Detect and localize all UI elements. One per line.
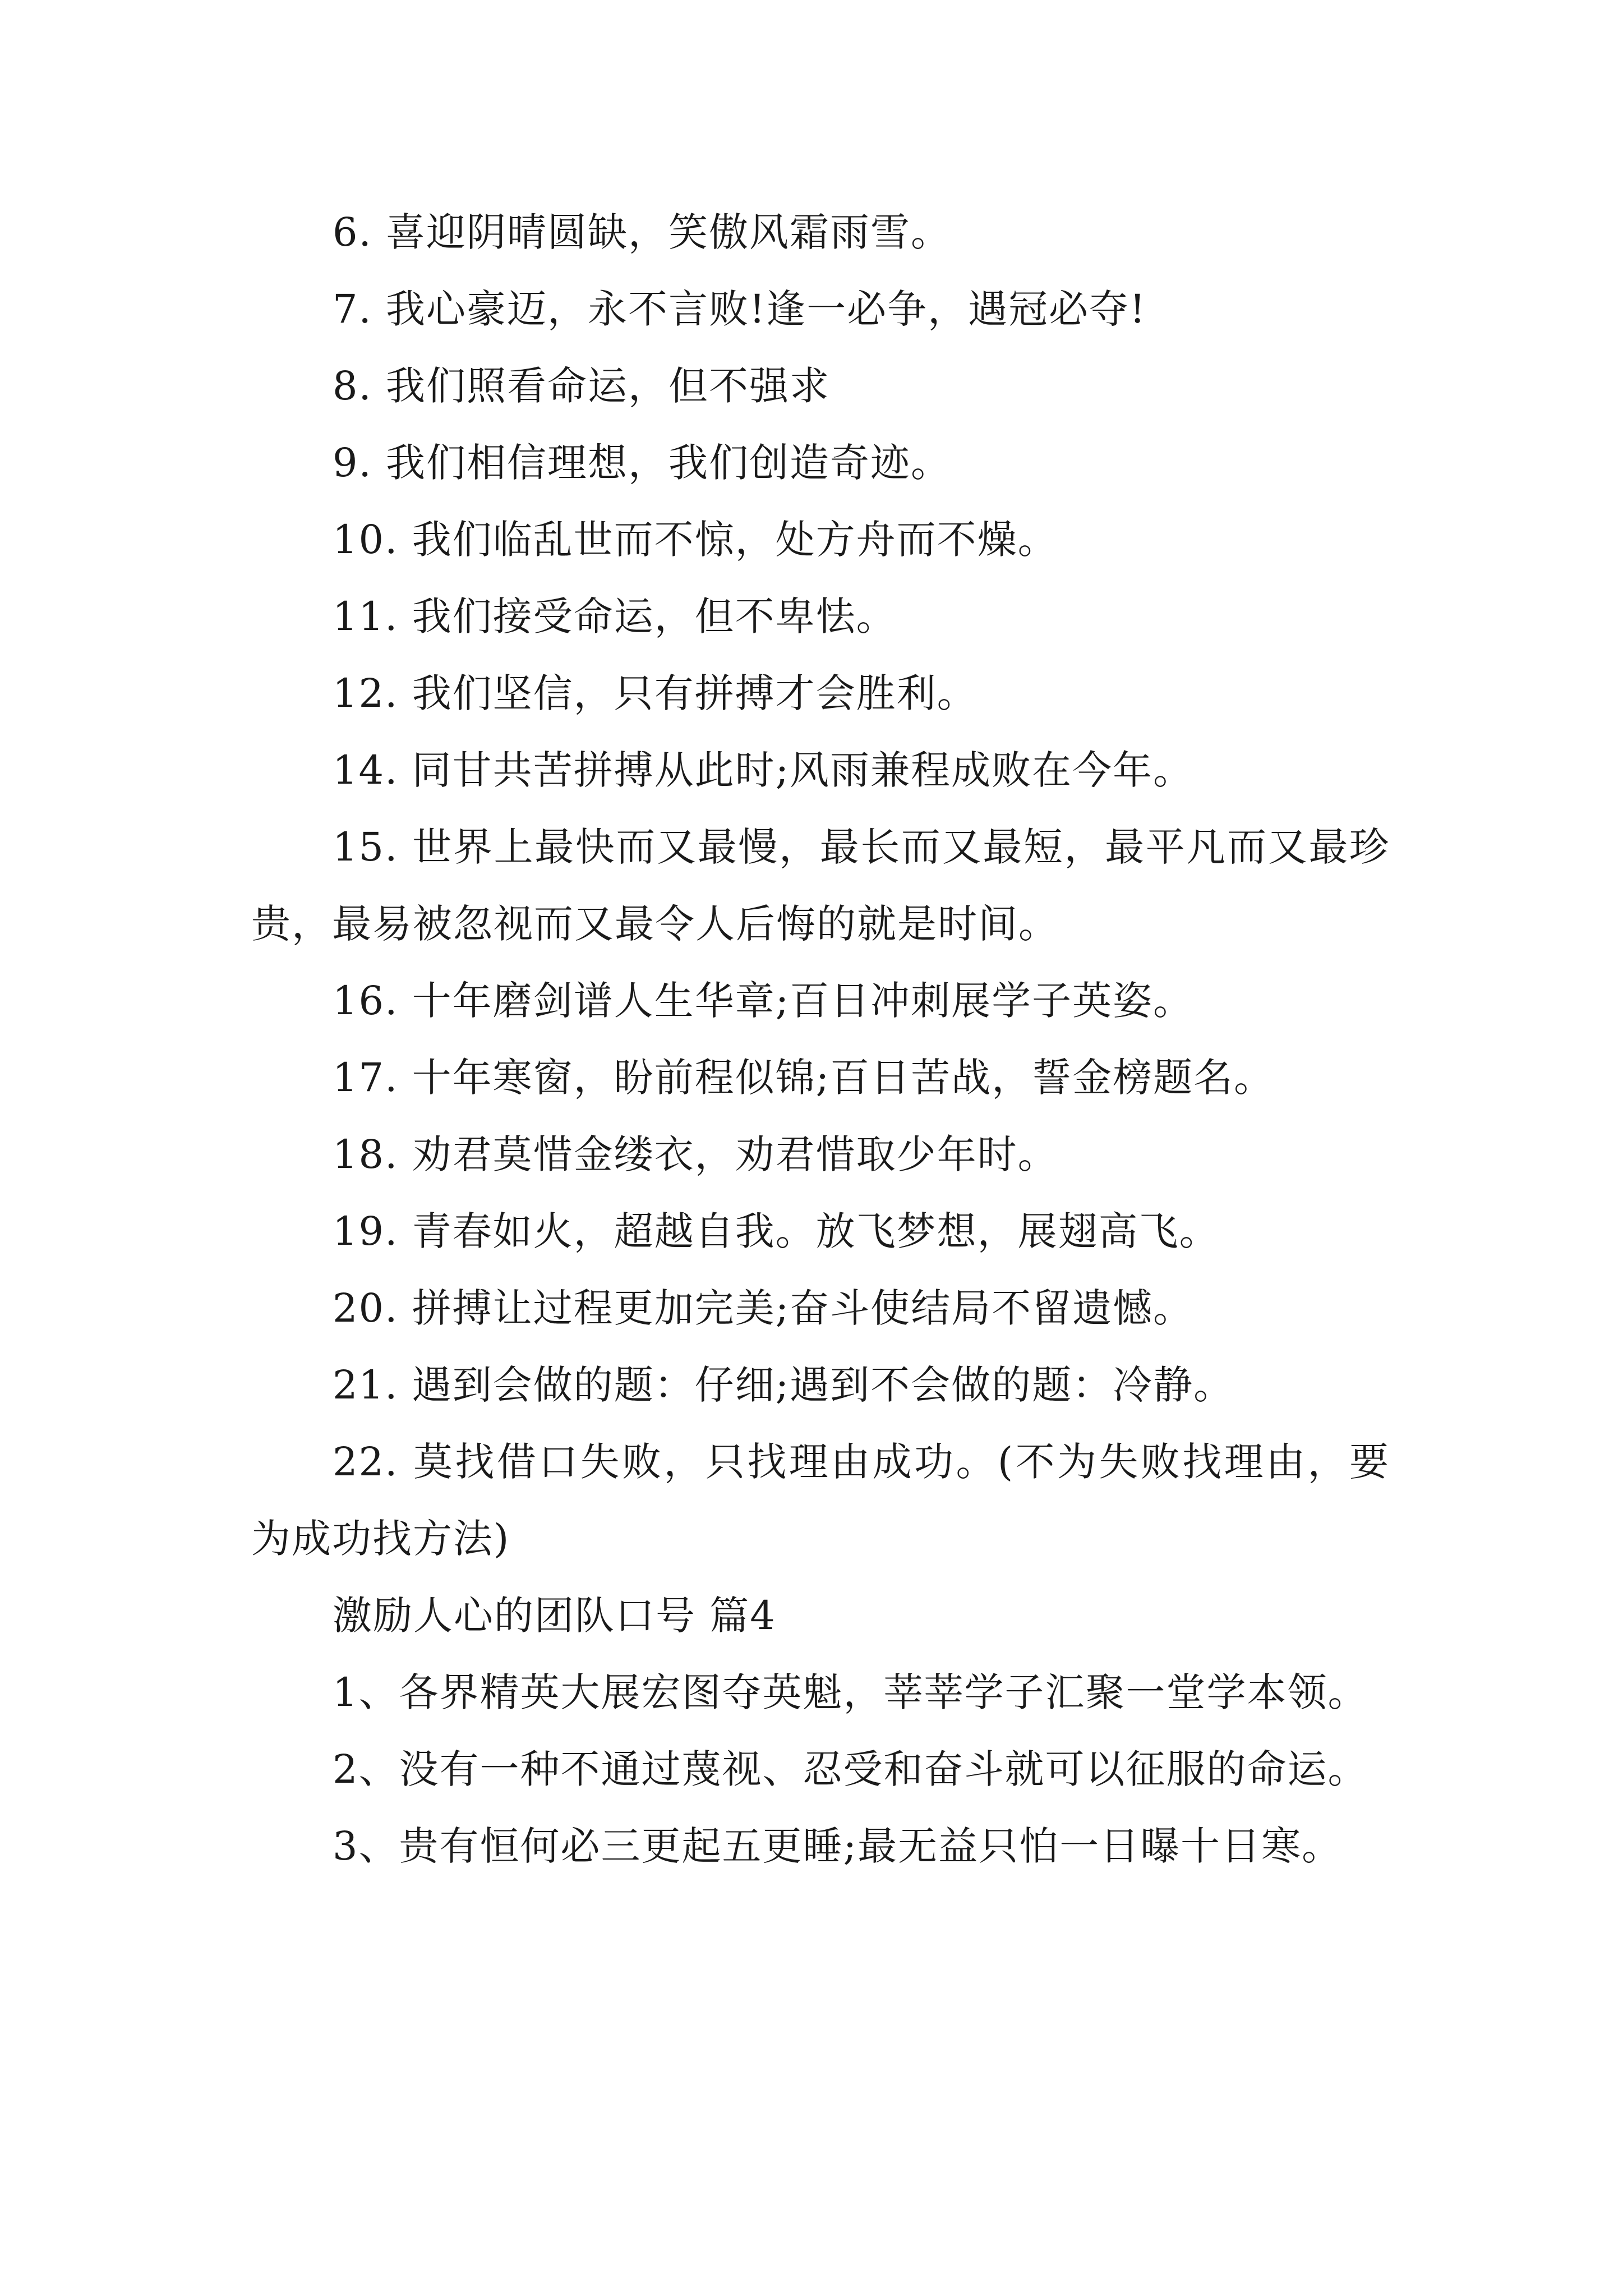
- list-item: 8. 我们照看命运，但不强求: [333, 363, 831, 409]
- document-body: [251, 194, 1390, 1885]
- list-item: 7. 我心豪迈，永不言败!逢一必争，遇冠必夺!: [333, 286, 1147, 332]
- list-item: 11. 我们接受命运，但不卑怯。: [333, 593, 897, 639]
- list-item: 20. 拼搏让过程更加完美;奋斗使结局不留遗憾。: [333, 1285, 1194, 1331]
- list-item: 21. 遇到会做的题：仔细;遇到不会做的题：冷静。: [333, 1362, 1234, 1408]
- list-item: 10. 我们临乱世而不惊，处方舟而不燥。: [333, 517, 1058, 563]
- list-item: 12. 我们坚信，只有拼搏才会胜利。: [333, 670, 978, 716]
- list-item: 3、贵有恒何必三更起五更睡;最无益只怕一日曝十日寒。: [333, 1823, 1343, 1869]
- list-item: 2、没有一种不通过蔑视、忍受和奋斗就可以征服的命运。: [333, 1746, 1368, 1792]
- list-item: 6. 喜迎阴晴圆缺，笑傲风霜雨雪。: [333, 209, 952, 255]
- list-item: 9. 我们相信理想，我们创造奇迹。: [333, 440, 952, 486]
- list-item: 1、各界精英大展宏图夺英魁，莘莘学子汇聚一堂学本领。: [333, 1669, 1368, 1715]
- list-item: 16. 十年磨剑谱人生华章;百日冲刺展学子英姿。: [333, 978, 1194, 1024]
- section-heading: 激励人心的团队口号 篇4: [333, 1593, 776, 1639]
- list-item: 18. 劝君莫惜金缕衣，劝君惜取少年时。: [333, 1131, 1058, 1177]
- list-item: 17. 十年寒窗，盼前程似锦;百日苦战，誓金榜题名。: [333, 1055, 1275, 1101]
- list-item: 22. 莫找借口失败，只找理由成功。(不为失败找理由，要为成功找方法): [251, 1439, 1390, 1562]
- list-item: 15. 世界上最快而又最慢，最长而又最短，最平凡而又最珍贵，最易被忽视而又最令人后悔的就是时间。: [251, 824, 1390, 947]
- list-item: 14. 同甘共苦拼搏从此时;风雨兼程成败在今年。: [333, 747, 1194, 793]
- list-item: 19. 青春如火，超越自我。放飞梦想，展翅高飞。: [333, 1208, 1220, 1254]
